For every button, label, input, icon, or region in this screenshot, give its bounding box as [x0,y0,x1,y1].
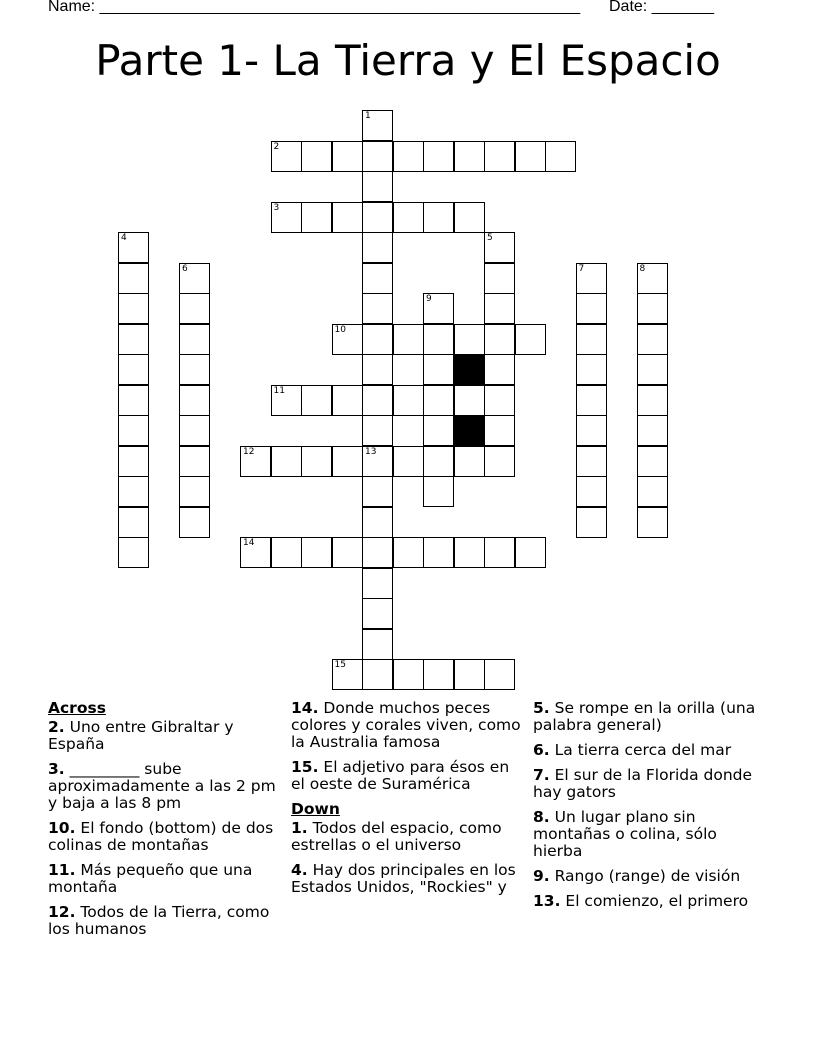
crossword-cell[interactable] [332,537,363,568]
clue-number: 8 [639,263,646,274]
crossword-cell[interactable] [576,446,607,477]
crossword-cell[interactable] [301,141,332,172]
crossword-cell[interactable] [271,141,302,172]
crossword-cell[interactable] [271,202,302,233]
crossword-cell[interactable] [484,141,515,172]
crossword-cell[interactable] [271,446,302,477]
crossword-cell[interactable] [423,385,454,416]
clues-column-1 [48,700,283,946]
clue-text: _________ sube aproximadamente a las 2 pm y baja a las 8 pm [48,760,276,812]
crossword-cell[interactable] [545,141,576,172]
crossword-cell[interactable] [179,293,210,324]
crossword-cell[interactable] [179,446,210,477]
crossword-cell[interactable] [362,293,393,324]
crossword-cell[interactable] [362,354,393,385]
crossword-cell[interactable] [576,476,607,507]
crossword-cell[interactable] [362,598,393,629]
crossword-cell[interactable] [118,537,149,568]
crossword-cell[interactable] [332,324,363,355]
crossword-cell[interactable] [393,446,424,477]
clue-text: El adjetivo para ésos en el oeste de Suramérica [291,758,510,793]
crossword-cell[interactable] [362,324,393,355]
crossword-cell[interactable] [484,415,515,446]
crossword-cell[interactable] [576,354,607,385]
crossword-cell[interactable] [637,507,668,538]
page-title: Parte 1- La Tierra y El Espacio [95,36,721,85]
crossword-cell[interactable] [484,537,515,568]
crossword-cell[interactable] [393,385,424,416]
crossword-cell[interactable] [637,446,668,477]
crossword-cell[interactable] [332,446,363,477]
crossword-cell[interactable] [118,324,149,355]
crossword-cell[interactable] [576,293,607,324]
crossword-cell[interactable] [362,385,393,416]
clue-num: 6. [533,741,550,759]
crossword-cell[interactable] [576,507,607,538]
clue-number: 14 [243,538,255,548]
down-heading: Down [291,800,340,818]
clue-num: 12. [48,903,76,921]
crossword-cell[interactable] [118,385,149,416]
crossword-cell[interactable] [301,202,332,233]
crossword-cell[interactable] [454,324,485,355]
clue-num: 3. [48,760,65,778]
clue-number: 11 [273,385,285,396]
crossword-cell[interactable] [240,537,271,568]
crossword-cell[interactable] [393,141,424,172]
crossword-cell[interactable] [515,324,546,355]
clue-item [48,719,283,753]
clue-text: El fondo (bottom) de dos colinas de montañas [48,819,274,854]
crossword-cell[interactable] [362,446,393,477]
clue-number: 4 [121,233,127,243]
name-label: Name: [48,0,96,15]
crossword-cell[interactable] [454,446,485,477]
clue-num: 4. [291,861,308,879]
clue-number: 9 [426,294,432,304]
clue-text: Más pequeño que una montaña [48,861,253,896]
crossword-cell[interactable] [423,446,454,477]
date-blank[interactable]: _______ [651,0,714,15]
crossword-cell[interactable] [362,171,393,202]
clue-number: 1 [365,111,371,121]
crossword-cell[interactable] [240,446,271,477]
clue-num: 10. [48,819,76,837]
clue-text: El comienzo, el primero [560,892,749,910]
crossword-cell[interactable] [179,507,210,538]
crossword-cell[interactable] [454,202,485,233]
crossword-cell[interactable] [484,293,515,324]
crossword-cell[interactable] [484,446,515,477]
crossword-cell[interactable] [423,537,454,568]
clue-num: 1. [291,819,308,837]
clue-text: Todos del espacio, como estrellas o el universo [291,819,502,854]
crossword-cell[interactable] [454,537,485,568]
clue-num: 2. [48,718,65,736]
clue-num: 11. [48,861,76,879]
clue-num: 13. [533,892,561,910]
crossword-cell[interactable] [362,202,393,233]
clue-number: 15 [334,660,346,670]
clue-number: 7 [578,263,585,274]
clue-num: 8. [533,808,550,826]
crossword-cell[interactable] [484,263,515,294]
crossword-cell[interactable] [637,263,668,294]
crossword-cell[interactable] [362,476,393,507]
crossword-cell[interactable] [332,141,363,172]
clue-num: 7. [533,766,550,784]
crossword-cell[interactable] [118,232,149,263]
crossword-cell[interactable] [423,324,454,355]
crossword-cell[interactable] [362,537,393,568]
crossword-cell[interactable] [362,263,393,294]
clue-number: 12 [243,446,255,457]
clue-text: Uno entre Gibraltar y España [48,718,234,753]
across-heading: Across [48,699,106,717]
clue-item [291,820,526,854]
clue-item [533,809,768,860]
clue-num: 15. [291,758,319,776]
clue-item [291,862,526,896]
date-label: Date: [609,0,648,15]
clue-text: Donde muchos peces colores y corales viven, como la Australia famosa [291,699,521,751]
clue-item [48,820,283,854]
crossword-cell[interactable] [393,324,424,355]
crossword-cell[interactable] [454,141,485,172]
crossword-cell[interactable] [484,324,515,355]
clue-item [48,862,283,896]
crossword-cell[interactable] [362,110,393,141]
crossword-cell[interactable] [637,476,668,507]
clue-item [533,868,768,885]
clue-item [291,700,526,751]
crossword-cell[interactable] [301,537,332,568]
clue-item [48,904,283,938]
crossword-cell[interactable] [637,415,668,446]
crossword-cell[interactable] [362,507,393,538]
crossword-cell[interactable] [301,446,332,477]
crossword-cell[interactable] [515,141,546,172]
clue-text: Rango (range) de visión [549,867,741,885]
clue-item [533,700,768,734]
crossword-cell[interactable] [637,354,668,385]
crossword-cell[interactable] [118,263,149,294]
crossword-cell[interactable] [484,232,515,263]
clue-item [533,767,768,801]
clue-text: El sur de la Florida donde hay gators [533,766,753,801]
crossword-cell[interactable] [576,415,607,446]
clue-number: 3 [273,202,280,213]
clue-number: 13 [365,446,377,457]
crossword-cell[interactable] [637,385,668,416]
crossword-cell[interactable] [362,232,393,263]
clue-item [291,759,526,793]
crossword-cell[interactable] [118,476,149,507]
clue-text: Todos de la Tierra, como los humanos [48,903,270,938]
crossword-cell[interactable] [179,385,210,416]
crossword-cell[interactable] [484,385,515,416]
crossword-cell[interactable] [271,537,302,568]
crossword-cell[interactable] [179,263,210,294]
crossword-cell[interactable] [423,476,454,507]
crossword-cell[interactable] [179,476,210,507]
clue-num: 9. [533,867,550,885]
crossword-cell[interactable] [362,141,393,172]
crossword-cell[interactable] [118,293,149,324]
crossword-cell[interactable] [454,385,485,416]
crossword-cell[interactable] [393,659,424,690]
clues-column-3 [533,700,768,918]
clue-number: 10 [334,324,346,335]
crossword-cell[interactable] [301,385,332,416]
black-cell [454,415,485,446]
crossword-cell[interactable] [362,659,393,690]
crossword-cell[interactable] [362,629,393,660]
crossword-cell[interactable] [637,324,668,355]
crossword-cell[interactable] [332,659,363,690]
clue-text: Un lugar plano sin montañas o colina, sólo hierba [533,808,717,860]
crossword-cell[interactable] [484,659,515,690]
clues-column-2 [291,700,526,904]
crossword-cell[interactable] [423,354,454,385]
crossword-cell[interactable] [332,202,363,233]
crossword-cell[interactable] [423,141,454,172]
clue-number: 2 [273,141,280,152]
crossword-cell[interactable] [118,446,149,477]
crossword-cell[interactable] [576,263,607,294]
crossword-cell[interactable] [179,354,210,385]
crossword-cell[interactable] [515,537,546,568]
clue-text: Se rompe en la orilla (una palabra general) [533,699,756,734]
crossword-cell[interactable] [118,507,149,538]
clue-item [533,893,768,910]
crossword-cell[interactable] [423,202,454,233]
crossword-cell[interactable] [423,659,454,690]
crossword-cell[interactable] [576,324,607,355]
clue-num: 14. [291,699,319,717]
clue-number: 6 [182,263,188,274]
crossword-cell[interactable] [393,202,424,233]
clue-num: 5. [533,699,550,717]
crossword-cell[interactable] [332,385,363,416]
crossword-cell[interactable] [454,659,485,690]
clue-item [533,742,768,759]
clue-text: Hay dos principales en los Estados Unidos, "Rockies" y [291,861,516,896]
clue-number: 5 [487,233,493,243]
crossword-cell[interactable] [484,354,515,385]
clue-item [48,761,283,812]
crossword-cell[interactable] [637,293,668,324]
crossword-cell[interactable] [179,415,210,446]
crossword-cell[interactable] [423,293,454,324]
black-cell [454,354,485,385]
crossword-cell[interactable] [179,324,210,355]
crossword-cell[interactable] [362,568,393,599]
crossword-cell[interactable] [271,385,302,416]
crossword-cell[interactable] [362,415,393,446]
clue-text: La tierra cerca del mar [549,741,732,759]
crossword-cell[interactable] [423,415,454,446]
crossword-cell[interactable] [118,354,149,385]
crossword-cell[interactable] [393,537,424,568]
crossword-cell[interactable] [576,385,607,416]
name-blank[interactable]: ______________________________________________________ [99,0,581,15]
crossword-cell[interactable] [118,415,149,446]
